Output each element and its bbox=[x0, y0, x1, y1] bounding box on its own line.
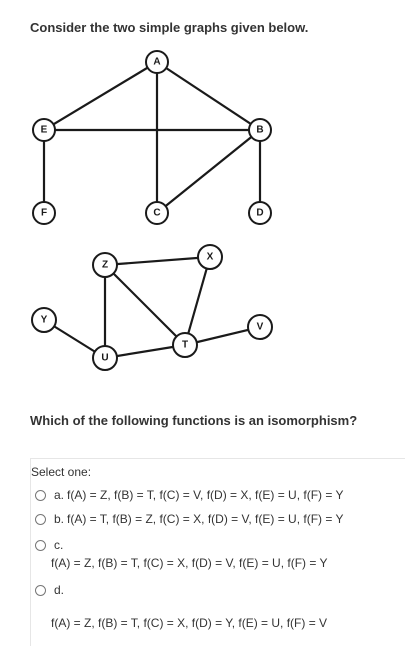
svg-text:B: B bbox=[256, 124, 264, 136]
node-Y bbox=[32, 308, 56, 332]
node-E bbox=[33, 119, 55, 141]
edge-B-C bbox=[157, 130, 260, 213]
question-intro: Consider the two simple graphs given below. bbox=[30, 20, 309, 35]
option-a-letter: a. bbox=[54, 488, 65, 502]
edge-A-E bbox=[44, 62, 157, 130]
edge-A-B bbox=[157, 62, 260, 130]
radio-b[interactable] bbox=[35, 514, 46, 525]
svg-text:A: A bbox=[153, 56, 161, 68]
option-c-text: f(A) = Z, f(B) = T, f(C) = X, f(D) = V, f(E) = U, f(F) = Y bbox=[51, 556, 328, 570]
option-a[interactable] bbox=[35, 488, 344, 502]
option-d-letter: d. bbox=[54, 583, 65, 597]
node-U bbox=[93, 346, 117, 370]
svg-text:F: F bbox=[40, 207, 48, 219]
edge-Z-X bbox=[105, 257, 210, 265]
node-D bbox=[249, 202, 271, 224]
node-C bbox=[146, 202, 168, 224]
svg-text:E: E bbox=[40, 124, 48, 136]
node-V bbox=[248, 315, 272, 339]
svg-text:U: U bbox=[101, 352, 109, 364]
option-b-text: f(A) = T, f(B) = Z, f(C) = X, f(D) = V, f(E) = U, f(F) = Y bbox=[67, 512, 344, 526]
node-F bbox=[33, 202, 55, 224]
option-d-text: f(A) = Z, f(B) = T, f(C) = X, f(D) = Y, f(E) = U, f(F) = V bbox=[51, 616, 328, 630]
edge-X-T bbox=[185, 257, 210, 345]
svg-text:D: D bbox=[256, 207, 264, 219]
option-c[interactable] bbox=[35, 538, 63, 552]
select-one-label: Select one: bbox=[31, 465, 92, 479]
edge-Z-T bbox=[105, 265, 185, 345]
radio-a[interactable] bbox=[35, 490, 46, 501]
node-Z bbox=[93, 253, 117, 277]
radio-c[interactable] bbox=[35, 540, 46, 551]
answer-panel bbox=[30, 458, 405, 646]
node-A bbox=[146, 51, 168, 73]
svg-text:Z: Z bbox=[101, 259, 109, 271]
radio-d[interactable] bbox=[35, 585, 46, 596]
option-b-letter: b. bbox=[54, 512, 65, 526]
svg-text:Y: Y bbox=[40, 314, 48, 326]
svg-text:V: V bbox=[256, 321, 264, 333]
node-X bbox=[198, 245, 222, 269]
option-c-letter: c. bbox=[54, 538, 64, 552]
svg-text:T: T bbox=[181, 339, 189, 351]
option-b[interactable] bbox=[35, 512, 344, 526]
svg-text:C: C bbox=[153, 207, 161, 219]
option-a-text: f(A) = Z, f(B) = T, f(C) = V, f(D) = X, f(E) = U, f(F) = Y bbox=[67, 488, 344, 502]
question-prompt: Which of the following functions is an isomorphism? bbox=[30, 413, 358, 428]
option-d[interactable] bbox=[35, 583, 64, 597]
node-B bbox=[249, 119, 271, 141]
node-T bbox=[173, 333, 197, 357]
svg-text:X: X bbox=[206, 251, 214, 263]
